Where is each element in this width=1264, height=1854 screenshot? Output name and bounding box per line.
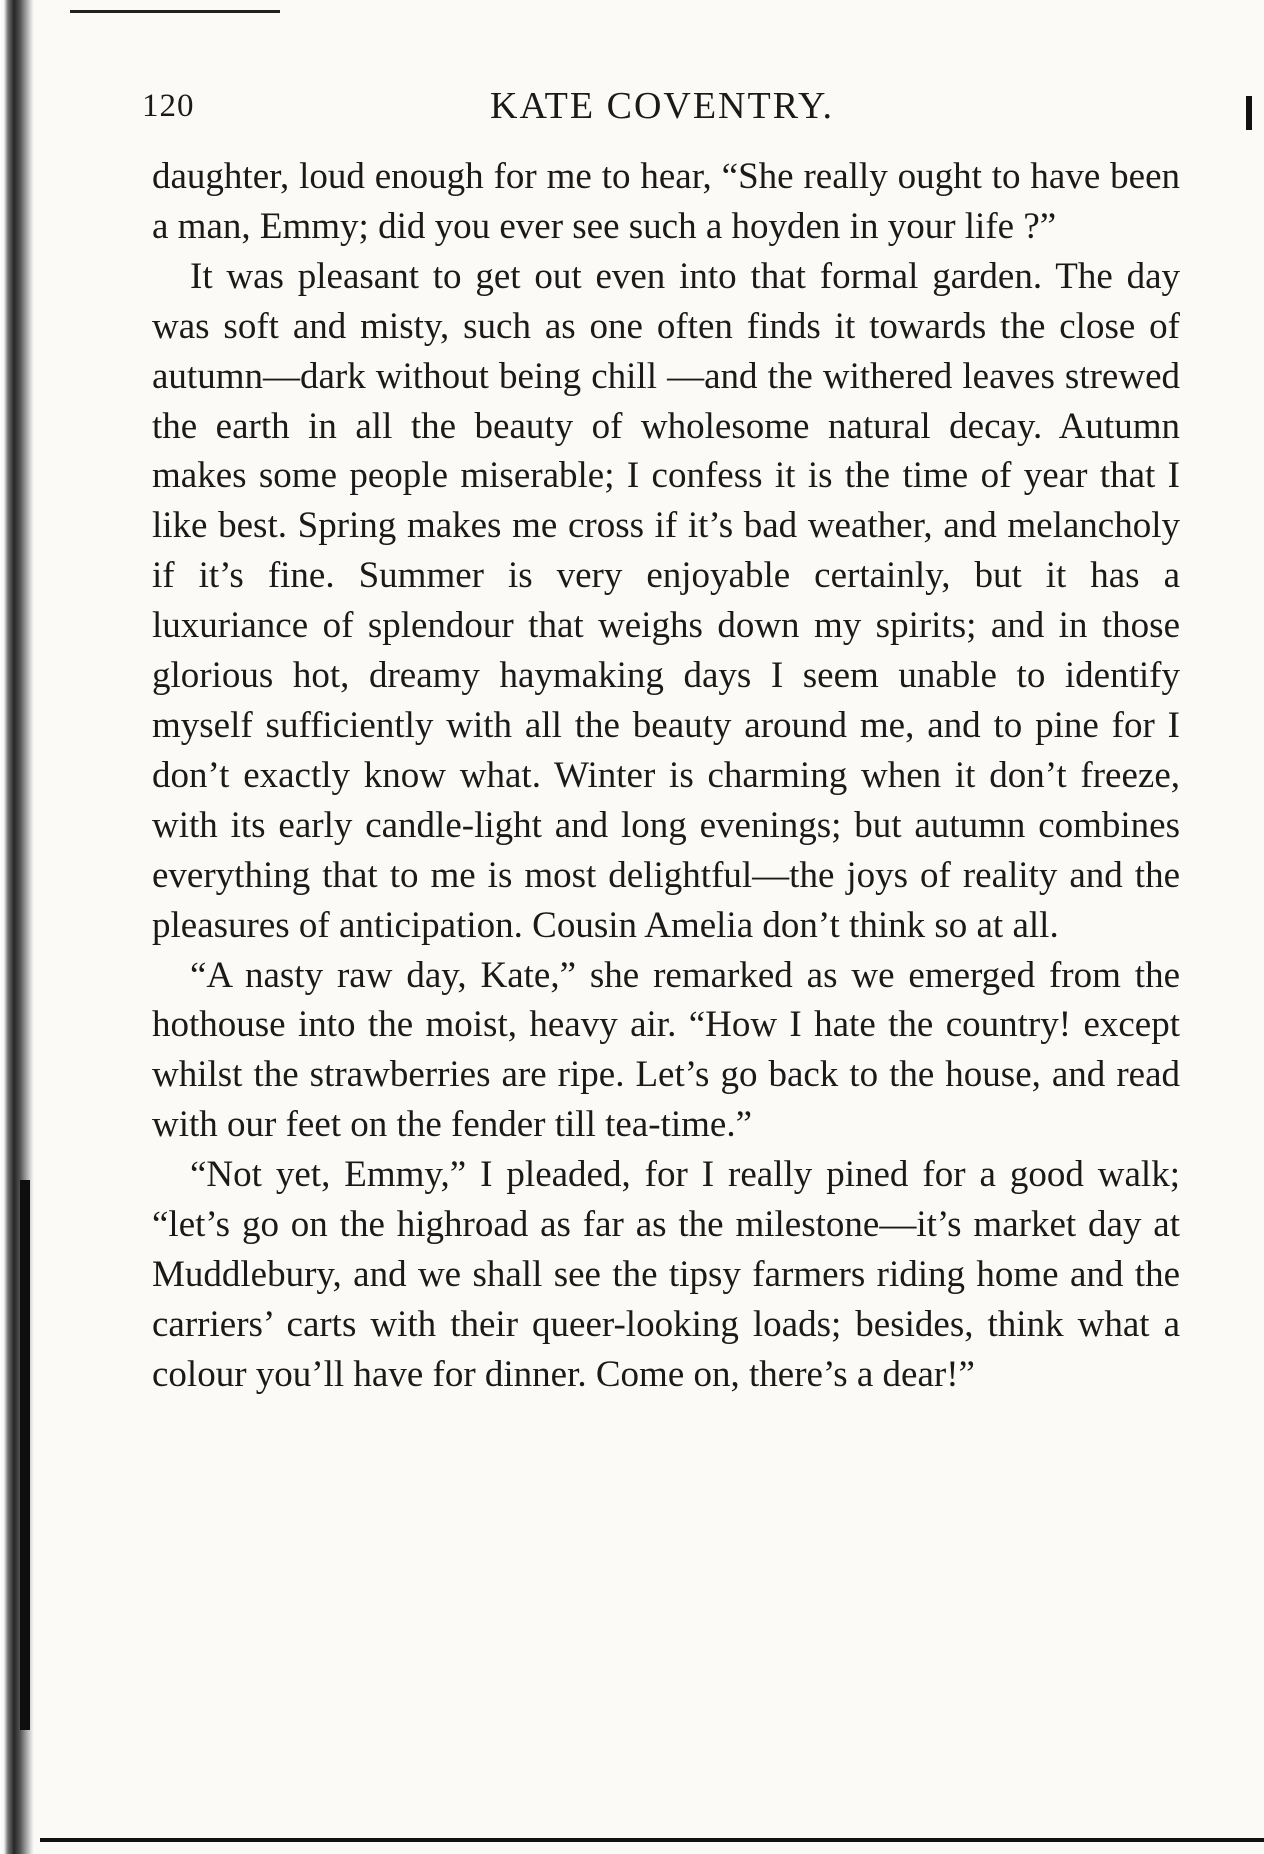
paragraph-not-yet: “Not yet, Emmy,” I pleaded, for I really pined for a good walk; “let’s go on the highroad as far as the milestone—it’s market day at Muddlebury, and we shall see the tipsy farmers riding home and the carriers’ carts with their queer-looking loads; besides, think what a colour you’ll have for dinner. Come on, there’s a dear!” [152,1154,1180,1395]
paragraph-autumn: It was pleasant to get out even into that formal garden. The day was soft and misty, such as one often finds it towards the close of autumn—dark without being chill —and the withered leaves strewed the earth in all the beauty of wholesome natural decay. Autumn makes some people miserable; I confess it is the time of year that I like best. Spring makes me cross if it’s bad weather, and melancholy if it’s fine. Summer is very enjoyable certainly, but it has a luxuriance of splendour that weighs down my spirits; and in those glorious hot, dreamy haymaking days I seem unable to identify myself sufficiently with all the beauty around me, and to pine for I don’t exactly know what. Winter is charming when it don’t freeze, with its early candle-light and long evenings; but autumn combines everything that to me is most delightful—the joys of reality and the pleasures of anticipation. Cousin Amelia don’t think so at all. [152,255,1180,946]
running-title: KATE COVENTRY. [490,85,834,127]
paragraph-continued: daughter, loud enough for me to hear, “She really ought to have been a man, Emmy; did you ever see such a hoyden in your life ?” [152,156,1180,247]
page-header [142,78,1182,138]
bottom-scan-rule [40,1838,1264,1842]
paragraph-raw-day: “A nasty raw day, Kate,” she remarked as we emerged from the hothouse into the moist, heavy air. “How I hate the country! except whilst the strawberries are ripe. Let’s go back to the house, and read with our feet on the fender till tea-time.” [152,954,1180,1146]
binding-dark-edge [20,1180,30,1730]
body-text [152,152,1180,1400]
page-number: 120 [142,88,195,124]
right-edge-mark [1246,96,1252,130]
top-scan-rule [70,10,280,13]
